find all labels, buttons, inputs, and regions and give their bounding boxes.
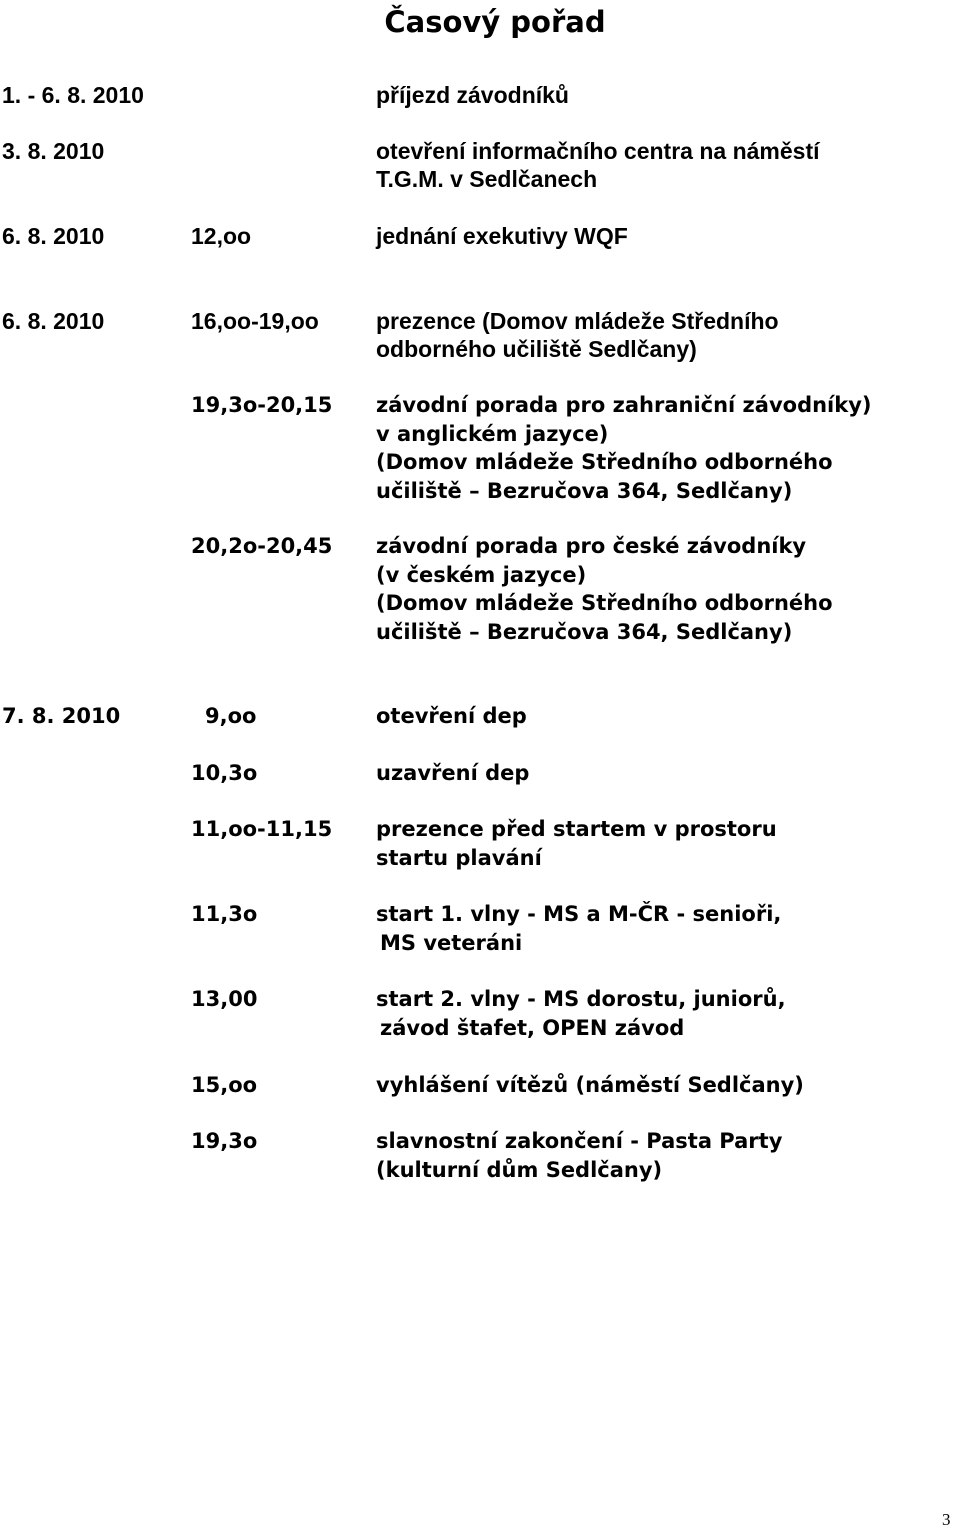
description-line: jednání exekutivy WQF xyxy=(376,223,628,249)
description-line: vyhlášení vítězů (náměstí Sedlčany) xyxy=(376,1073,804,1097)
description-line: (Domov mládeže Středního odborného xyxy=(376,591,833,615)
entry-date: 1. - 6. 8. 2010 xyxy=(2,82,144,108)
entry-description xyxy=(376,222,628,250)
entry-time: 12,oo xyxy=(191,223,252,249)
description-line: (v českém jazyce) xyxy=(376,562,587,587)
page-number: 3 xyxy=(942,1510,951,1529)
entry-time: 15,oo xyxy=(191,1073,258,1097)
description-line: T.G.M. v Sedlčanech xyxy=(376,166,598,192)
entry-date: 7. 8. 2010 xyxy=(2,704,121,728)
entry-description xyxy=(376,137,820,193)
entry-time: 11,3o xyxy=(191,902,258,926)
description-line: prezence před startem v prostoru xyxy=(376,817,777,841)
page-title: Časový pořad xyxy=(384,5,606,39)
entry-description xyxy=(376,702,527,731)
entry-date: 3. 8. 2010 xyxy=(2,138,105,164)
entry-date: 6. 8. 2010 xyxy=(2,223,105,249)
entry-description xyxy=(376,1071,804,1100)
description-line: otevření dep xyxy=(376,704,527,728)
description-line: startu plavání xyxy=(376,845,542,870)
entry-description xyxy=(376,900,781,957)
description-line: závodní porada pro zahraniční závodníky) xyxy=(376,393,872,417)
entry-description xyxy=(376,985,786,1042)
description-line: prezence (Domov mládeže Středního xyxy=(376,308,779,334)
description-line: otevření informačního centra na náměstí xyxy=(376,138,820,164)
description-line: příjezd závodníků xyxy=(376,82,569,108)
entry-description xyxy=(376,391,872,505)
entry-time: 11,oo-11,15 xyxy=(191,817,333,841)
description-line: učiliště – Bezručova 364, Sedlčany) xyxy=(376,478,793,503)
entry-time: 13,00 xyxy=(191,987,258,1011)
entry-description xyxy=(376,532,833,646)
entry-time: 20,2o-20,45 xyxy=(191,534,333,558)
entry-time: 10,3o xyxy=(191,761,258,785)
entry-time: 19,3o-20,15 xyxy=(191,393,333,417)
description-line: start 2. vlny - MS dorostu, juniorů, xyxy=(376,987,786,1011)
entry-description xyxy=(376,815,777,872)
entry-description xyxy=(376,759,529,788)
description-line: slavnostní zakončení - Pasta Party xyxy=(376,1129,783,1153)
description-line: odborného učiliště Sedlčany) xyxy=(376,336,697,362)
entry-time: 19,3o xyxy=(191,1129,258,1153)
entry-description xyxy=(376,307,779,363)
description-line: (Domov mládeže Středního odborného xyxy=(376,450,833,474)
description-line: uzavření dep xyxy=(376,761,530,785)
entry-description xyxy=(376,81,569,109)
entry-date: 6. 8. 2010 xyxy=(2,308,105,334)
description-line: učiliště – Bezručova 364, Sedlčany) xyxy=(376,619,793,644)
entry-time: 9,oo xyxy=(205,704,257,728)
entry-time: 16,oo-19,oo xyxy=(191,308,319,334)
description-line: v anglickém jazyce) xyxy=(376,421,609,446)
description-line: (kulturní dům Sedlčany) xyxy=(376,1157,663,1182)
description-line: MS veteráni xyxy=(380,930,523,955)
description-line: start 1. vlny - MS a M-ČR - senioři, xyxy=(376,902,782,926)
description-line: závod štafet, OPEN závod xyxy=(380,1015,685,1040)
description-line: závodní porada pro české závodníky xyxy=(376,534,807,558)
entry-description xyxy=(376,1127,782,1184)
